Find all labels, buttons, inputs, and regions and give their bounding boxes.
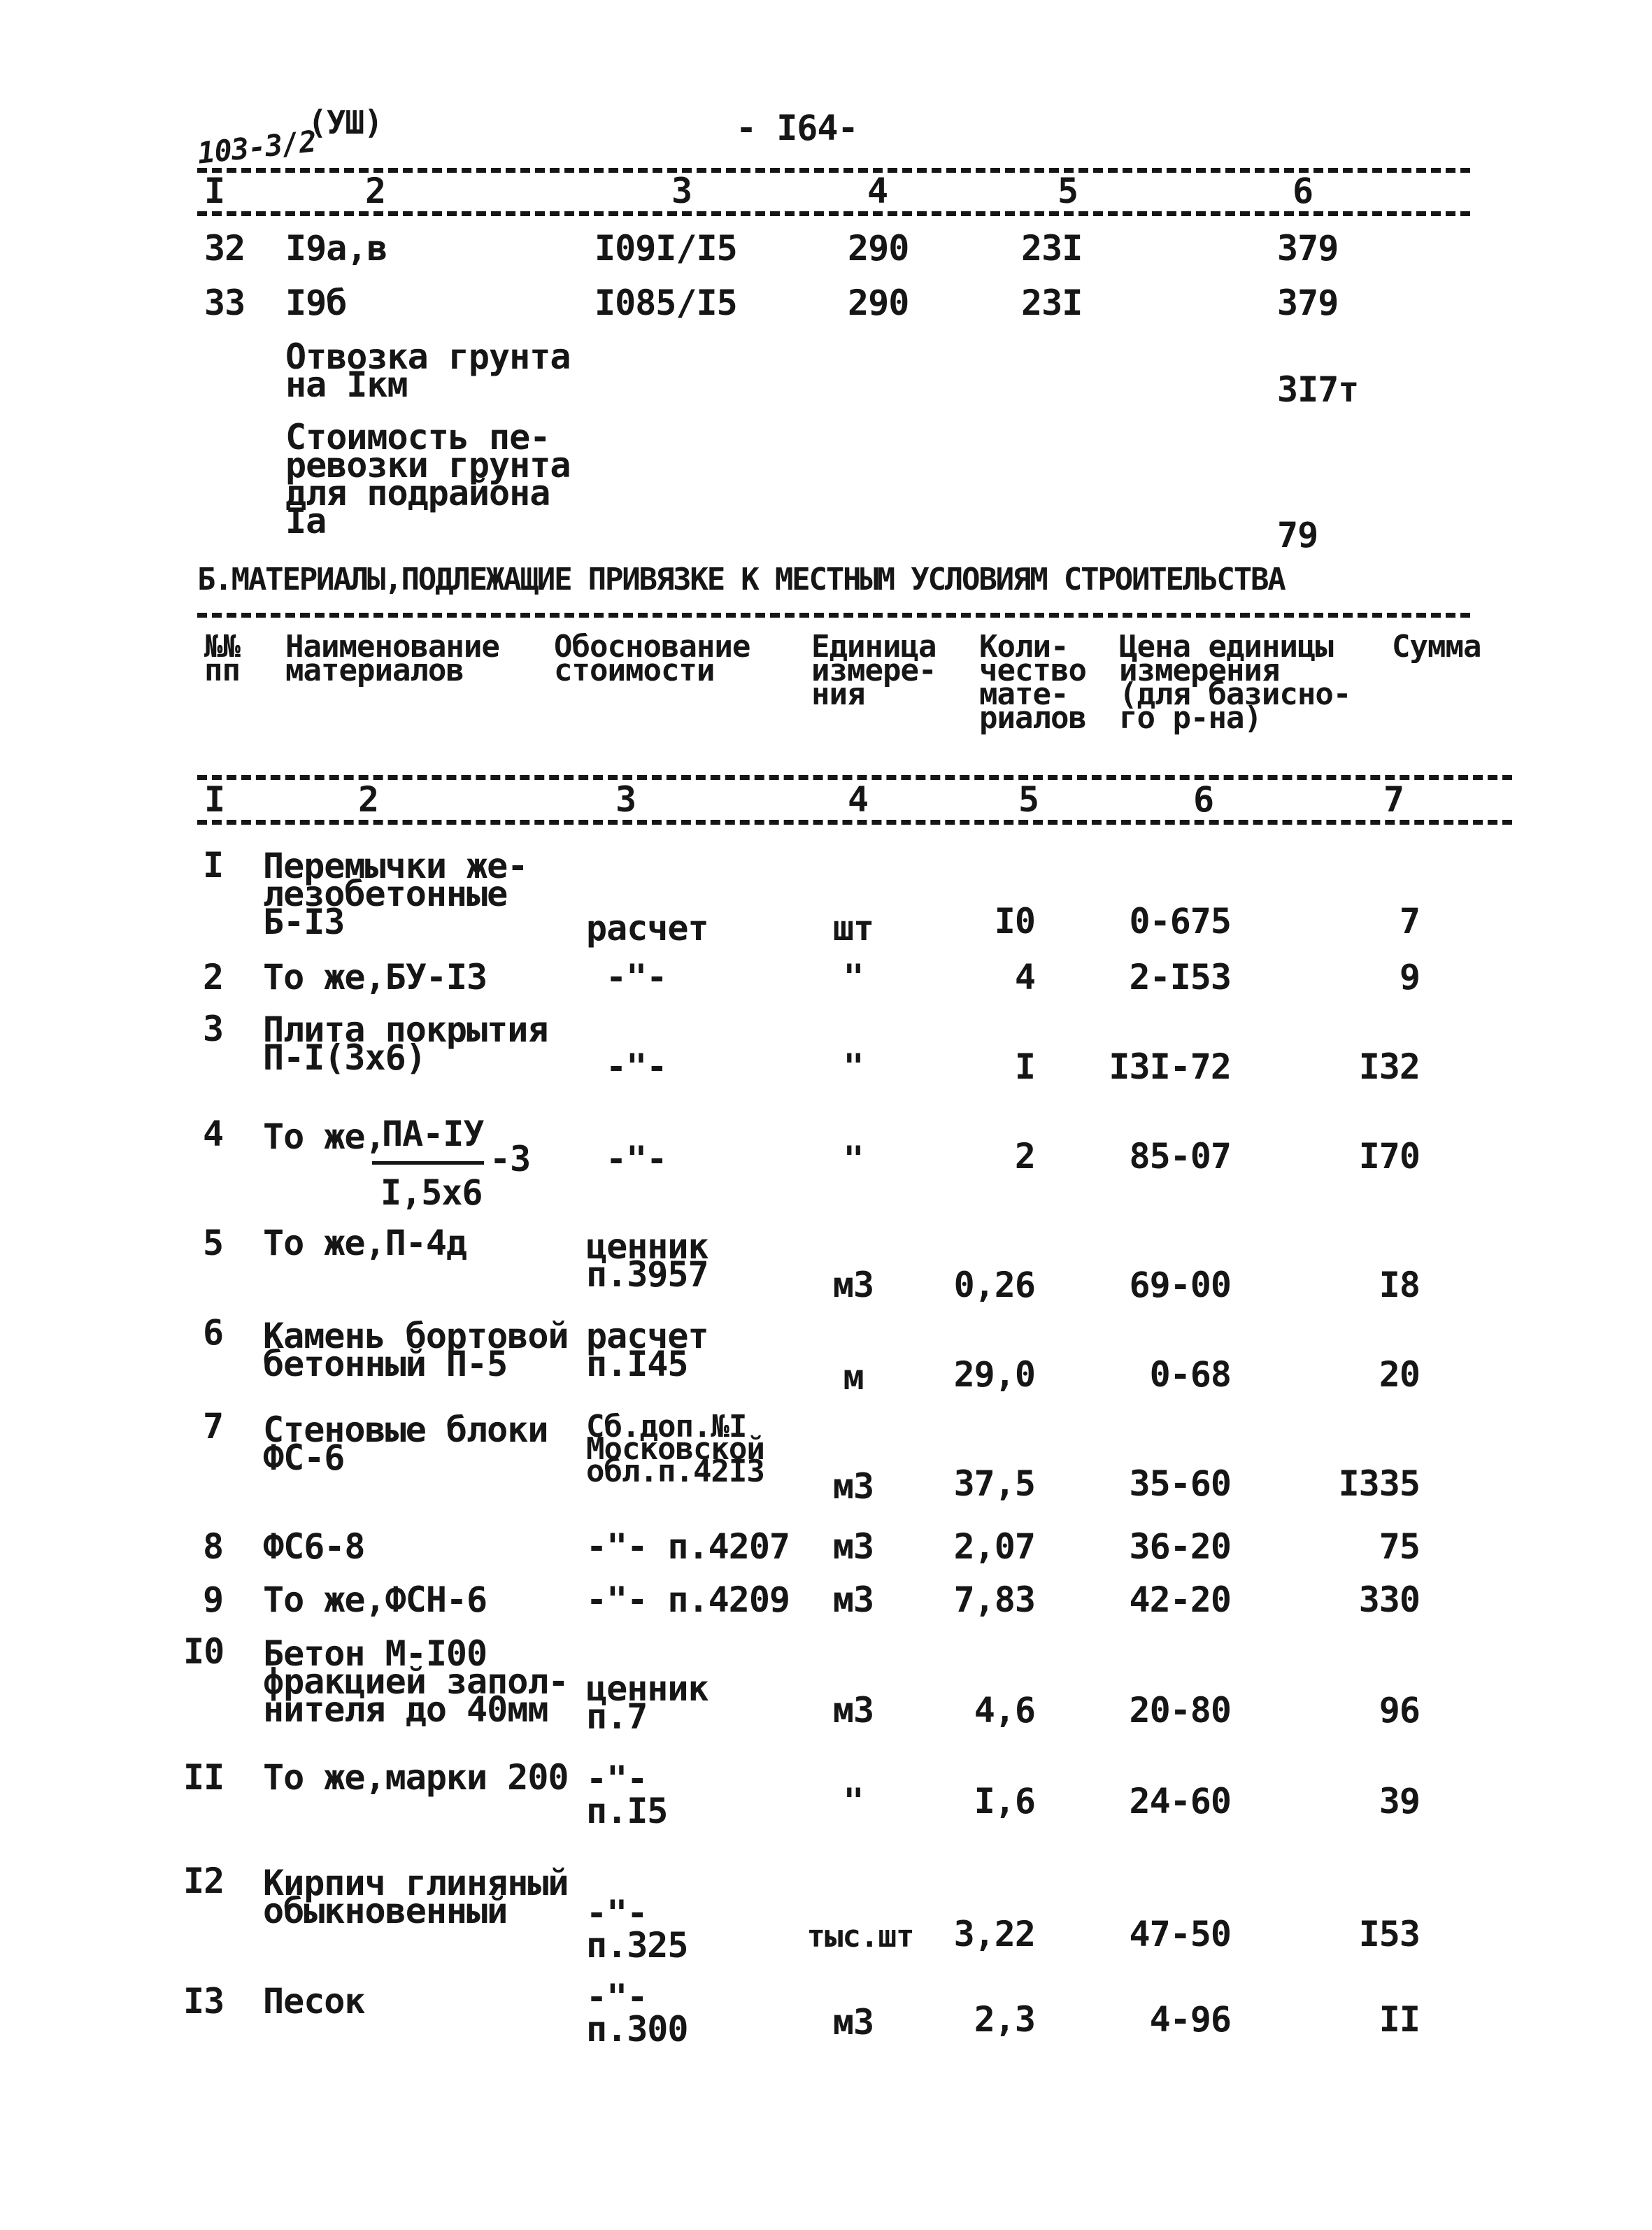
col-number-1: I	[204, 779, 225, 820]
row-number: 6	[203, 1312, 224, 1353]
row-price: 42-20	[1129, 1579, 1231, 1620]
row-price: 24-60	[1129, 1781, 1231, 1821]
row-unit: м3	[832, 2002, 874, 2043]
row-name: Камень бортовой бетонный П-5	[263, 1316, 569, 1384]
row-price: 0-675	[1129, 901, 1231, 942]
row-basis: -"- п.4207	[586, 1526, 790, 1567]
row-name: Стеновые блоки ФС-6	[263, 1409, 548, 1478]
row-number: 32	[204, 228, 245, 269]
row-price: 20-80	[1129, 1690, 1231, 1731]
row-price: 0-68	[1149, 1354, 1231, 1395]
col-number-7: 7	[1383, 779, 1404, 820]
row-price: 69-00	[1129, 1265, 1231, 1305]
row-sum: I32	[1358, 1046, 1420, 1087]
col-number-5: 5	[1018, 779, 1039, 820]
row-sum: 39	[1379, 1781, 1420, 1821]
row-basis: ценник п.3957	[586, 1226, 708, 1295]
header-num: №№ пп	[204, 629, 240, 688]
row-basis: расчет	[586, 908, 708, 949]
row-unit: м3	[832, 1579, 874, 1620]
row-name: Кирпич глиняный обыкновенный	[263, 1863, 569, 1931]
row-name: Плита покрытия П-I(3х6)	[263, 1009, 548, 1078]
row-number: 33	[204, 283, 245, 323]
top-table-dash-upper	[197, 168, 1470, 173]
row-number: 8	[203, 1526, 224, 1567]
cost-label: Стоимость пе- ревозки грунта для подрайона Iа	[285, 417, 571, 541]
row-price: 47-50	[1129, 1914, 1231, 1954]
row-name-denominator: I,5х6	[380, 1172, 483, 1213]
row-name: То же,	[263, 1116, 385, 1157]
row-sum: 20	[1379, 1354, 1420, 1395]
row-name: То же,П-4д	[263, 1223, 467, 1263]
row-basis: расчет п.I45	[586, 1316, 708, 1384]
row-basis: I09I/I5	[594, 228, 737, 269]
row-unit: м	[843, 1357, 864, 1398]
row-price: 35-60	[1129, 1463, 1231, 1504]
row-unit: "	[843, 1139, 864, 1179]
row-sum: 330	[1358, 1579, 1420, 1620]
document-code: 103-3/2	[195, 124, 318, 171]
row-sum: 75	[1379, 1526, 1420, 1567]
transport-label: Отвозка грунта на Iкм	[285, 336, 571, 405]
row-number: 7	[203, 1406, 224, 1447]
row-number: 4	[203, 1114, 224, 1154]
row-qty: I,6	[974, 1781, 1035, 1821]
row-price: 4-96	[1149, 1999, 1231, 2040]
row-number: 5	[203, 1223, 224, 1263]
row-qty: 29,0	[953, 1354, 1035, 1395]
row-qty: I	[1014, 1046, 1035, 1087]
transport-value: 3I7т	[1277, 369, 1359, 410]
header-qty: Коли- чество мате- риалов	[979, 629, 1086, 736]
row-name-suffix: -3	[490, 1139, 531, 1179]
fraction-bar	[372, 1161, 484, 1165]
col-number-6: 6	[1193, 779, 1214, 820]
row-unit: м3	[832, 1466, 874, 1507]
row-unit: "	[843, 1781, 864, 1821]
top-col-number-5: 5	[1058, 171, 1078, 211]
top-col-number-4: 4	[867, 171, 888, 211]
row-sum: I335	[1338, 1463, 1420, 1504]
header-sum: Сумма	[1392, 629, 1481, 665]
row-unit: м3	[832, 1265, 874, 1305]
row-name: ФС6-8	[263, 1526, 365, 1567]
row-basis: ценник п.7	[586, 1668, 708, 1737]
row-qty: I0	[994, 901, 1035, 942]
row-unit: м3	[832, 1690, 874, 1731]
row-sum: I8	[1379, 1265, 1420, 1305]
row-qty: 4	[1014, 957, 1035, 997]
row-name: I9б	[285, 283, 347, 323]
header-basis: Обоснование стоимости	[554, 629, 750, 688]
row-price: 85-07	[1129, 1136, 1231, 1177]
top-col-number-2: 2	[365, 171, 386, 211]
row-name: То же,ФСН-6	[263, 1579, 487, 1620]
row-qty: 3,22	[953, 1914, 1035, 1954]
row-qty: 2,3	[974, 1999, 1035, 2040]
row-number: 3	[203, 1009, 224, 1049]
row-qty: 0,26	[953, 1265, 1035, 1305]
row-name: I9а,в	[285, 228, 387, 269]
row-number: I0	[183, 1631, 225, 1672]
top-col-number-6: 6	[1293, 171, 1313, 211]
row-basis: I085/I5	[594, 283, 737, 323]
row-basis: -"-	[606, 1046, 667, 1087]
row-basis: -"-	[606, 1139, 667, 1179]
row-number: 2	[203, 957, 224, 997]
row-qty: 4,6	[974, 1690, 1035, 1731]
row-basis: -"- п.I5	[586, 1759, 668, 1831]
row-name: Перемычки же- лезобетонные Б-I3	[263, 846, 528, 942]
row-sum: 96	[1379, 1690, 1420, 1731]
top-table-dash-lower	[197, 211, 1470, 216]
col-number-3: 3	[615, 779, 636, 820]
materials-dash-lower	[197, 820, 1512, 825]
row-number: II	[183, 1757, 225, 1798]
row-col4: 290	[848, 228, 909, 269]
row-sum: I53	[1358, 1914, 1420, 1954]
row-sum: 9	[1399, 957, 1420, 997]
cost-value: 79	[1277, 515, 1318, 555]
section-dash	[197, 613, 1470, 618]
row-basis: -"- п.300	[586, 1977, 688, 2050]
row-basis: -"- п.4209	[586, 1579, 790, 1620]
row-col6: 379	[1277, 283, 1339, 323]
row-name: То же,марки 200	[263, 1757, 569, 1798]
row-unit: м3	[832, 1526, 874, 1567]
col-number-4: 4	[848, 779, 869, 820]
row-qty: 7,83	[953, 1579, 1035, 1620]
row-basis: Сб.доп.№I Московской обл.п.42I3	[586, 1409, 764, 1489]
row-number: I2	[183, 1861, 225, 1901]
row-name: То же,БУ-I3	[263, 957, 487, 997]
row-qty: 37,5	[953, 1463, 1035, 1504]
row-unit: шт	[832, 908, 874, 949]
header-name: Наименование материалов	[285, 629, 499, 688]
row-number: 9	[203, 1579, 224, 1620]
row-basis: -"-	[606, 957, 667, 997]
col-number-2: 2	[358, 779, 379, 820]
row-price: 2-I53	[1129, 957, 1231, 997]
row-name-numerator: ПА-IУ	[382, 1114, 484, 1154]
top-col-number-3: 3	[671, 171, 692, 211]
row-number: I	[203, 845, 224, 886]
row-basis: -"- п.325	[586, 1893, 688, 1966]
row-unit: "	[843, 957, 864, 997]
row-unit: тыс.шт	[806, 1919, 914, 1954]
row-col5: 23I	[1021, 283, 1083, 323]
page-number: - I64-	[736, 108, 858, 148]
row-sum: I70	[1358, 1136, 1420, 1177]
row-unit: "	[843, 1046, 864, 1087]
row-number: I3	[183, 1981, 225, 2022]
row-name: Песок	[263, 1981, 365, 2022]
row-qty: 2	[1014, 1136, 1035, 1177]
row-col5: 23I	[1021, 228, 1083, 269]
top-col-number-1: I	[204, 171, 225, 211]
header-price: Цена единицы измерения (для базисно- го р-на)	[1119, 629, 1351, 736]
stamp-label: (УШ)	[308, 104, 383, 141]
row-price: I3I-72	[1109, 1046, 1231, 1087]
header-unit: Единица измере- ния	[811, 629, 937, 712]
row-name: Бетон М-I00 фракцией запол- нителя до 40мм	[263, 1633, 569, 1730]
row-price: 36-20	[1129, 1526, 1231, 1567]
row-col4: 290	[848, 283, 909, 323]
row-col6: 379	[1277, 228, 1339, 269]
row-qty: 2,07	[953, 1526, 1035, 1567]
section-title: Б.МАТЕРИАЛЫ,ПОДЛЕЖАЩИЕ ПРИВЯЗКЕ К МЕСТНЫМ УСЛОВИЯМ СТРОИТЕЛЬСТВА	[197, 562, 1285, 597]
row-sum: II	[1379, 1999, 1420, 2040]
row-sum: 7	[1399, 901, 1420, 942]
